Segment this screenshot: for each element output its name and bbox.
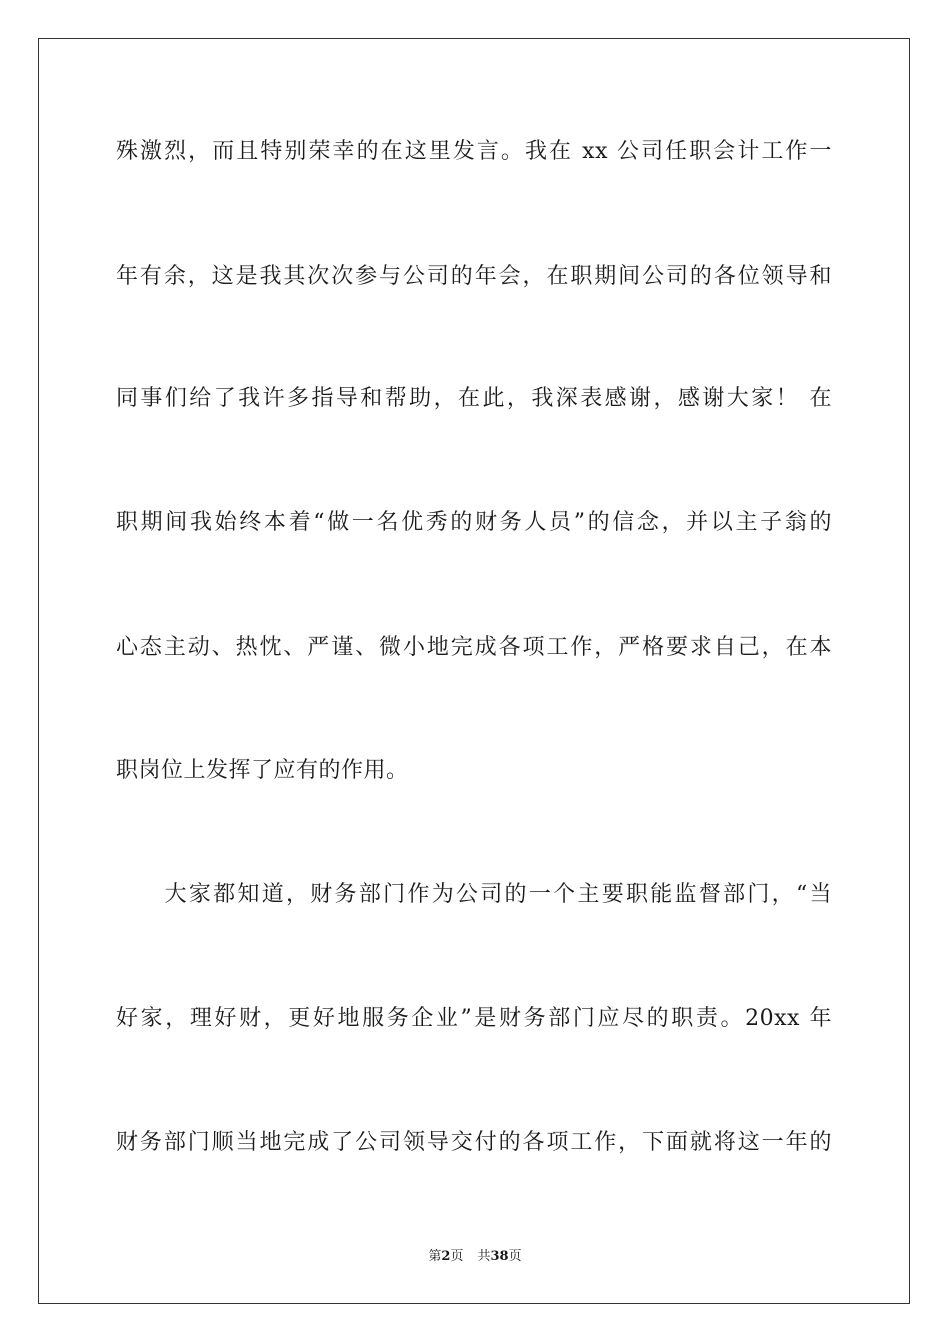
page-prefix: 第 — [428, 1249, 442, 1264]
body-line-5: 心态主动、热忱、严谨、微小地完成各项工作，严格要求自己，在本 — [116, 635, 832, 660]
page-border — [38, 38, 910, 1304]
body-line-6: 职岗位上发挥了应有的作用。 — [116, 758, 409, 783]
page-suffix: 页 — [450, 1249, 464, 1264]
total-prefix: 共 — [477, 1249, 491, 1264]
body-line-4: 职期间我始终本着“做一名优秀的财务人员”的信念，并以主子翁的 — [116, 510, 832, 535]
body-line-3: 同事们给了我许多指导和帮助，在此，我深表感谢，感谢大家！ 在 — [116, 386, 832, 411]
body-line-7: 大家都知道，财务部门作为公司的一个主要职能监督部门，“当 — [116, 882, 832, 907]
body-line-9: 财务部门顺当地完成了公司领导交付的各项工作，下面就将这一年的 — [116, 1130, 832, 1155]
body-line-8: 好家，理好财，更好地服务企业”是财务部门应尽的职责。20xx 年 — [116, 1006, 832, 1031]
body-line-1: 殊激烈，而且特别荣幸的在这里发言。我在 xx 公司任职会计工作一 — [116, 139, 832, 164]
total-pages: 38 — [490, 1249, 509, 1264]
page-footer — [0, 1248, 950, 1266]
total-suffix: 页 — [508, 1249, 522, 1264]
body-line-2: 年有余，这是我其次次参与公司的年会，在职期间公司的各位领导和 — [116, 264, 832, 289]
page-number: 2 — [441, 1249, 451, 1264]
